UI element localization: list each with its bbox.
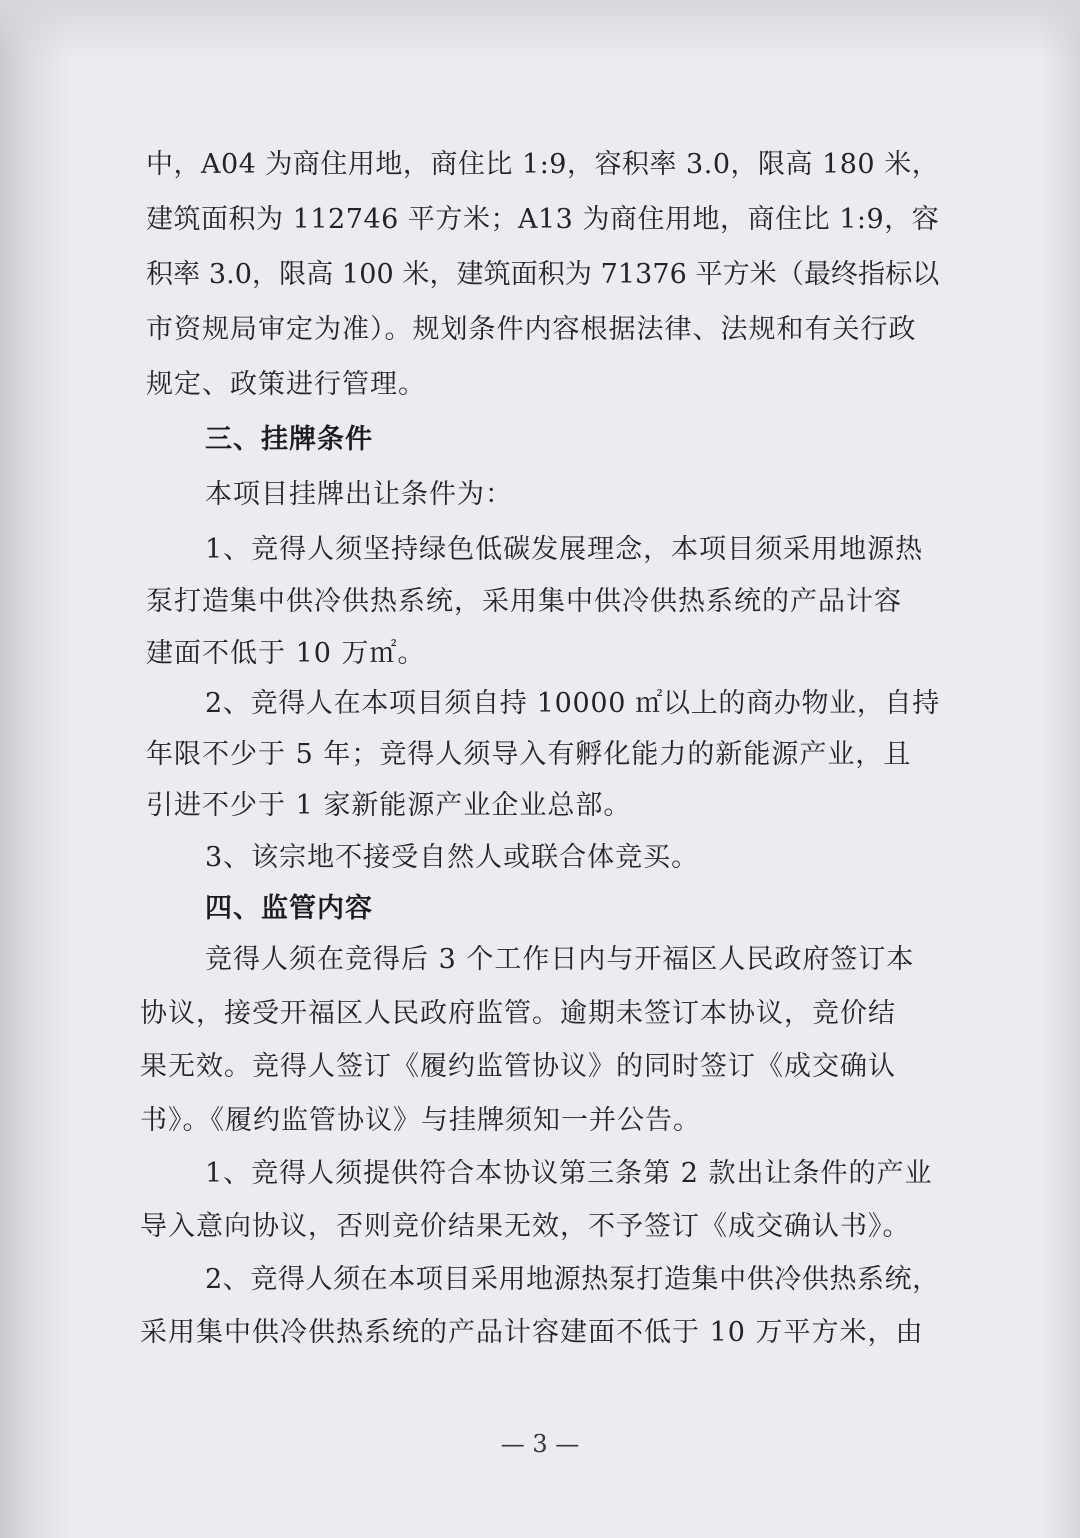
text-line: 市资规局审定为准）。规划条件内容根据法律、法规和有关行政	[146, 314, 917, 345]
text-line: 协议，接受开福区人民政府监管。逾期未签订本协议，竞价结	[140, 998, 896, 1029]
text-line: 2、竞得人须在本项目采用地源热泵打造集中供冷供热系统，	[205, 1264, 940, 1295]
section-heading-supervision: 四、监管内容	[205, 893, 373, 924]
text-line: 建面不低于 10 万㎡。	[146, 638, 426, 669]
text-line: 采用集中供冷供热系统的产品计容建面不低于 10 万平方米，由	[140, 1317, 924, 1348]
text-line: 建筑面积为 112746 平方米；A13 为商住用地，商住比 1:9，容	[146, 204, 940, 235]
page-shadow-top	[0, 0, 1080, 60]
page-number: — 3 —	[500, 1430, 580, 1458]
text-line: 规定、政策进行管理。	[146, 369, 426, 400]
text-line: 导入意向协议，否则竞价结果无效，不予签订《成交确认书》。	[140, 1211, 911, 1242]
text-line: 竞得人须在竞得后 3 个工作日内与开福区人民政府签订本	[205, 944, 915, 975]
text-line: 泵打造集中供冷供热系统，采用集中供冷供热系统的产品计容	[146, 586, 902, 617]
text-line: 1、竞得人须提供符合本协议第三条第 2 款出让条件的产业	[205, 1158, 933, 1189]
text-line: 果无效。竞得人签订《履约监管协议》的同时签订《成交确认	[140, 1051, 896, 1082]
text-line: 中，A04 为商住用地，商住比 1:9，容积率 3.0，限高 180 米，	[146, 149, 940, 180]
text-line: 2、竞得人在本项目须自持 10000 ㎡以上的商办物业，自持	[205, 688, 940, 719]
text-line: 本项目挂牌出让条件为：	[205, 479, 513, 510]
text-line: 积率 3.0，限高 100 米，建筑面积为 71376 平方米（最终指标以	[146, 259, 940, 290]
section-heading-listing-conditions: 三、挂牌条件	[205, 424, 373, 455]
page-shadow-right	[1040, 0, 1080, 1538]
page-shadow-left	[0, 0, 70, 1538]
text-line: 引进不少于 1 家新能源产业企业总部。	[146, 790, 632, 821]
text-line: 1、竞得人须坚持绿色低碳发展理念，本项目须采用地源热	[205, 534, 924, 565]
text-line: 年限不少于 5 年；竞得人须导入有孵化能力的新能源产业，且	[146, 739, 912, 770]
text-line: 书》。《履约监管协议》与挂牌须知一并公告。	[140, 1105, 701, 1136]
text-line: 3、该宗地不接受自然人或联合体竞买。	[205, 842, 700, 873]
